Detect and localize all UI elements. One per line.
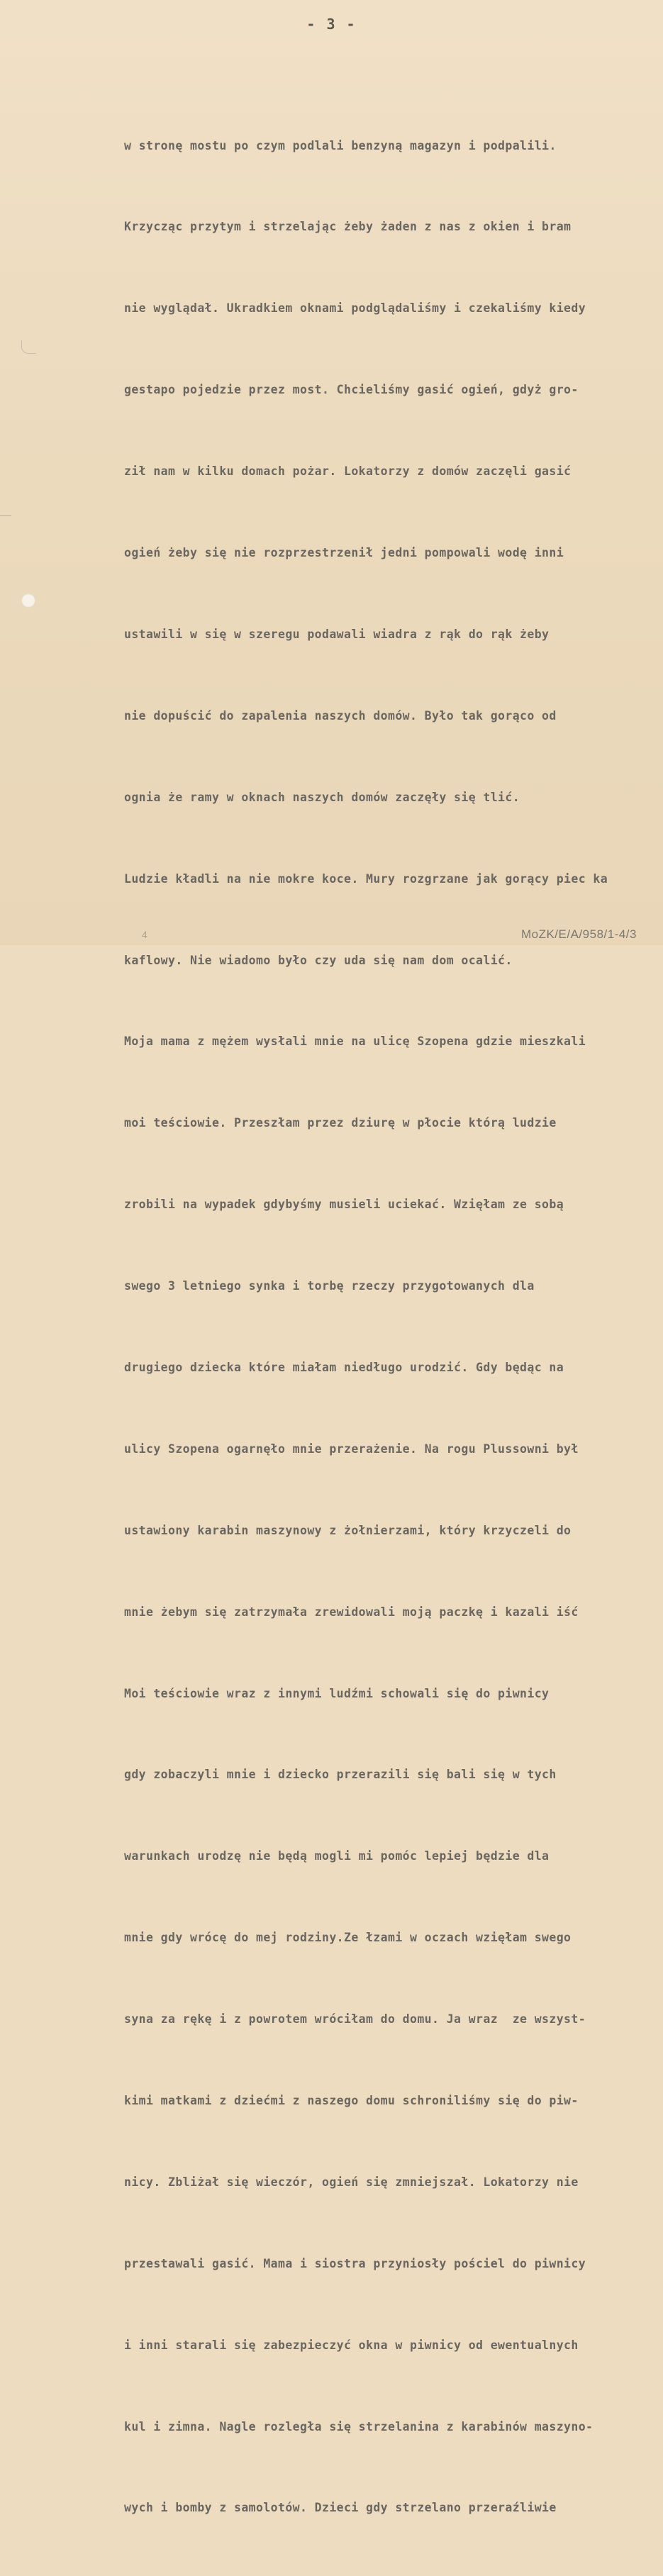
pencil-mark: 4 <box>142 929 147 940</box>
text-line: drugiego dziecka które miałam niedługo urodzić. Gdy będąc na <box>124 1360 564 1374</box>
text-line: zrobili na wypadek gdybyśmy musieli uciekać. Wzięłam ze sobą <box>124 1198 564 1212</box>
text-line: swego 3 letniego synka i torbę rzeczy przygotowanych dla <box>124 1279 535 1293</box>
archive-signature: MoZK/E/A/958/1-4/3 <box>520 927 637 941</box>
text-line: nie dopuścić do zapalenia naszych domów. Było tak gorąco od <box>124 708 557 723</box>
text-line: Moja mama z mężem wysłali mnie na ulicę Szopena gdzie mieszkali <box>124 1035 586 1049</box>
text-line: Krzycząc przytym i strzelając żeby żaden z nas z okien i bram <box>124 220 572 234</box>
text-line: kimi matkami z dziećmi z naszego domu schroniliśmy się do piw- <box>124 2093 579 2107</box>
text-line: Ludzie kładli na nie mokre koce. Mury rozgrzane jak gorący piec ka <box>124 871 608 886</box>
text-line: nie wyglądał. Ukradkiem oknami podglądaliśmy i czekaliśmy kiedy <box>124 301 586 316</box>
page-number: - 3 - <box>306 16 357 33</box>
typewritten-text <box>124 78 663 2576</box>
text-line: kaflowy. Nie wiadomo było czy uda się nam dom ocalić. <box>124 953 513 967</box>
text-line: ził nam w kilku domach pożar. Lokatorzy z domów zaczęli gasić <box>124 464 572 479</box>
text-line: nicy. Zbliżał się wieczór, ogień się zmniejszał. Lokatorzy nie <box>124 2175 579 2189</box>
text-line: ustawili w się w szeregu podawali wiadra z rąk do rąk żeby <box>124 627 550 641</box>
text-line: w stronę mostu po czym podlali benzyną magazyn i podpalili. <box>124 138 557 152</box>
text-line: ustawiony karabin maszynowy z żołnierzami, który krzyczeli do <box>124 1523 572 1537</box>
text-line: ogień żeby się nie rozprzestrzenił jedni pompowali wodę inni <box>124 546 564 560</box>
text-line: przestawali gasić. Mama i siostra przyniosły pościel do piwnicy <box>124 2256 586 2270</box>
text-line: Moi teściowie wraz z innymi ludźmi schowali się do piwnicy <box>124 1686 550 1700</box>
text-line: gdy zobaczyli mnie i dziecko przerazili się bali się w tych <box>124 1768 557 1782</box>
text-line: i inni starali się zabezpieczyć okna w piwnicy od ewentualnych <box>124 2338 579 2352</box>
text-line: mnie gdy wrócę do mej rodziny.Ze łzami w oczach wzięłam swego <box>124 1931 572 1945</box>
text-line: warunkach urodzę nie będą mogli mi pomóc lepiej będzie dla <box>124 1849 550 1863</box>
punch-hole <box>21 593 35 608</box>
text-line: syna za rękę i z powrotem wróciłam do domu. Ja wraz ze wszyst- <box>124 2012 586 2026</box>
text-line: mnie żebym się zatrzymała zrewidowali moją paczkę i kazali iść <box>124 1605 579 1619</box>
margin-tick <box>0 515 11 516</box>
text-line: ulicy Szopena ogarnęło mnie przerażenie. Na rogu Plussowni był <box>124 1442 579 1456</box>
text-line: moi teściowie. Przeszłam przez dziurę w płocie którą ludzie <box>124 1116 557 1130</box>
paper-crease <box>21 340 36 354</box>
text-line: kul i zimna. Nagle rozległa się strzelanina z karabinów maszyno- <box>124 2419 594 2433</box>
text-line: ognia że ramy w oknach naszych domów zaczęły się tlić. <box>124 790 520 804</box>
text-line: gestapo pojedzie przez most. Chcieliśmy gasić ogień, gdyż gro- <box>124 383 579 397</box>
text-line: wych i bomby z samolotów. Dzieci gdy strzelano przeraźliwie <box>124 2501 557 2515</box>
